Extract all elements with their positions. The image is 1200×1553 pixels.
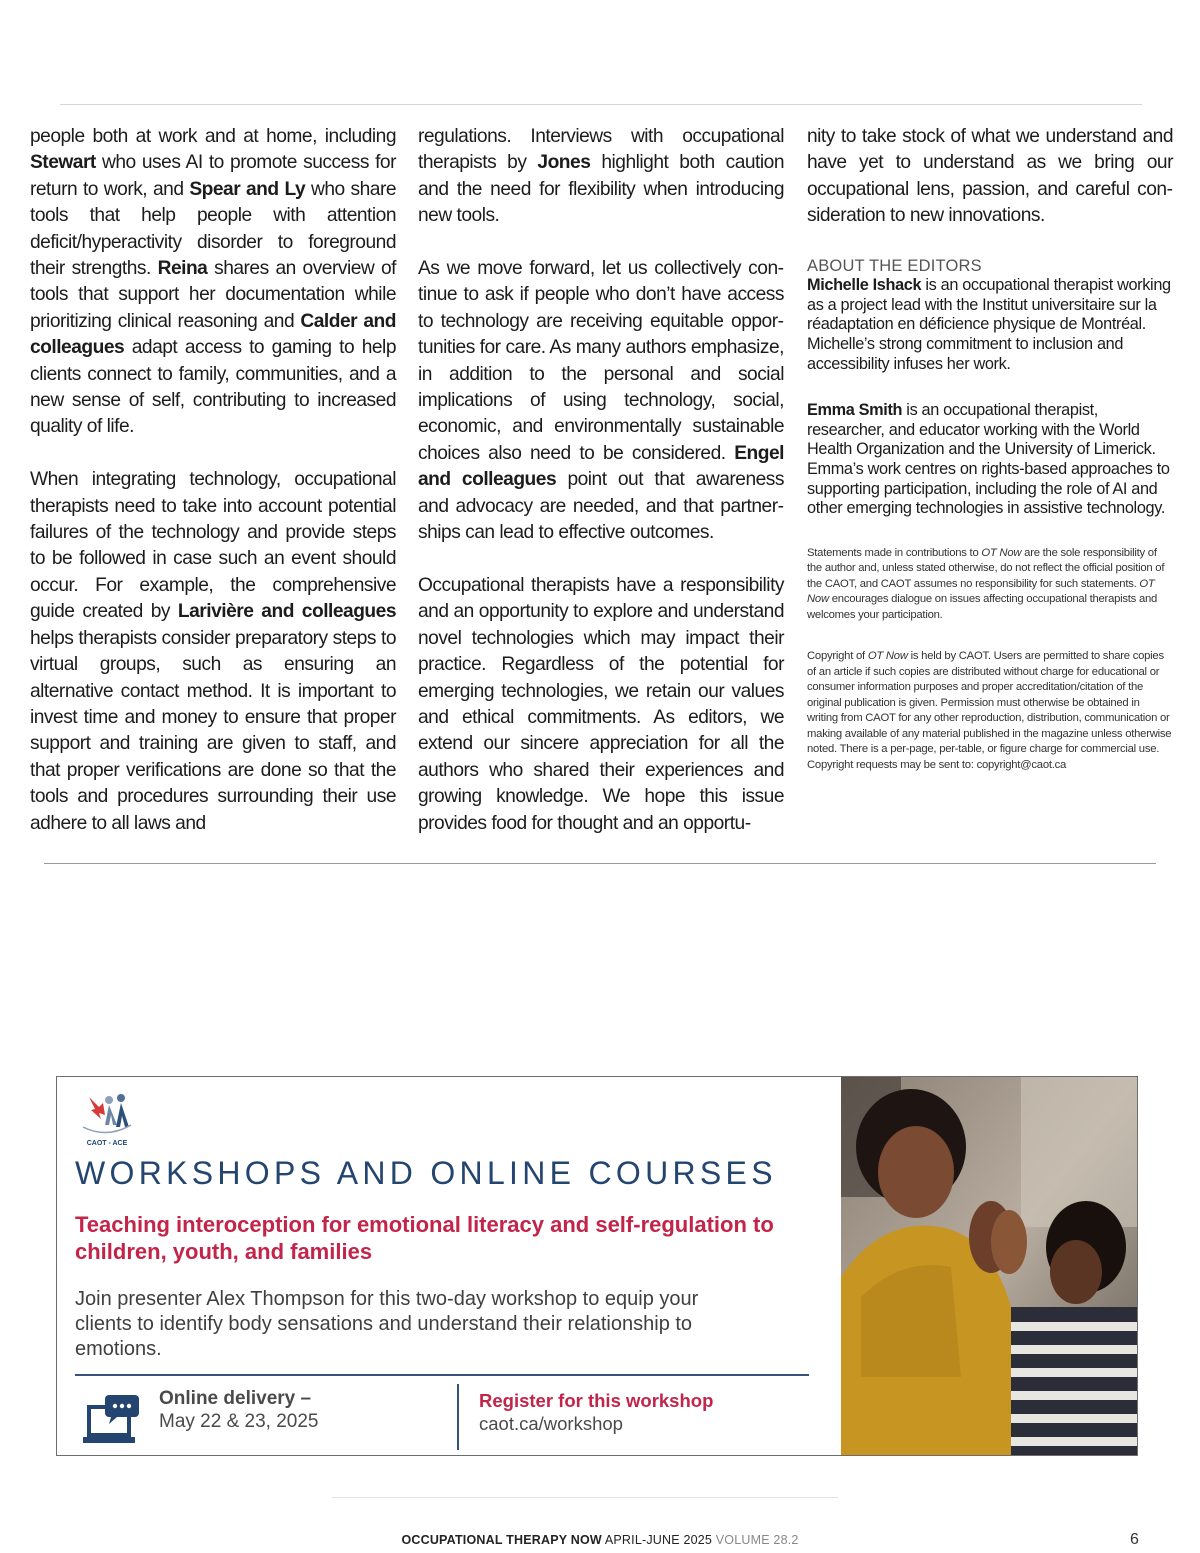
ad-heading: WORKSHOPS AND ONLINE COURSES: [75, 1155, 777, 1191]
ad-photo-striped-shirt: [1011, 1307, 1138, 1456]
ad-photo-high-five: [841, 1077, 1138, 1456]
caot-logo-text: CAOT - ACE: [86, 1140, 128, 1147]
paragraph: Michelle Ishack is an occupational therapist working as a project lead with the Institut universitaire sur la réadaptation en déficience physique de Montréal. Michelle’s strong commitment to inclusion and accessibility infuses her work.: [807, 276, 1171, 373]
laptop-chat-icon: [83, 1393, 143, 1447]
about-editors-heading: ABOUT THE EDITORS: [807, 257, 982, 276]
paragraph: As we move forward, let us collectively continue to ask if people who don’t have access to technology are receiving equitable opportunities for care. As many authors emphasize, in addition to the personal and social implications of using technology, social, economic, and environmentally sustainable choices also need to be considered. Engel and colleagues point out that awareness and advocacy are needed, and that partnerships can lead to effective outcomes.: [418, 258, 784, 544]
workshop-advertisement[interactable]: [56, 1076, 1138, 1456]
caot-logo: [79, 1089, 135, 1151]
register-link-label[interactable]: Register for this workshop: [479, 1390, 714, 1411]
article-column-1: [30, 124, 396, 863]
ad-divider: [75, 1374, 809, 1376]
footer-rule: [332, 1497, 838, 1498]
footer-volume: VOLUME 28.2: [715, 1533, 799, 1547]
paragraph: Occupational therapists have a responsibility and an opportunity to explore and understand novel technologies which may impact their practice. Regardless of the potential for emerging technologies, we retain our values and ethical commitments. As editors, we extend our sincere appreciation for all the authors who shared their experiences and growing knowledge. We hope this issue provides food for thought and an opportu-: [418, 574, 784, 834]
register-link-url[interactable]: caot.ca/workshop: [479, 1413, 623, 1434]
delivery-label: Online delivery –: [159, 1388, 312, 1409]
delivery-date: May 22 & 23, 2025: [159, 1411, 319, 1432]
article-column-2: [418, 124, 784, 863]
ad-vertical-divider: [457, 1384, 459, 1450]
paragraph: regulations. Interviews with occupational therapists by Jones highlight both caution and the need for flexibility when introducing new tools.: [418, 126, 784, 227]
paragraph: Statements made in contributions to OT Now are the sole responsibility of the author and, unless stated otherwise, do not reflect the official position of the CAOT, and CAOT assumes no responsibility for such statements. OT Now encourages dialogue on issues affecting occupational therapists and welcomes your participation.: [807, 546, 1165, 621]
paragraph: Copyright of OT Now is held by CAOT. Users are permitted to share copies of an article if such copies are distributed without charge for educational or consumer information purposes and proper accreditation/citation of the original publication is given. Permission must otherwise be obtained in writing from CAOT for any other reproduction, distribution, communication or making available of any material published in the magazine unless otherwise noted. There is a per-page, per-table, or figure charge for commercial use. Copyright requests may be sent to: copyright@caot.ca: [807, 650, 1172, 771]
article-column-3-text: [807, 124, 1173, 230]
page-footer: [0, 1533, 1200, 1547]
footer-issue: APRIL-JUNE 2025: [604, 1533, 713, 1547]
paragraph: people both at work and at home, including Stewart who uses AI to promote success for return to work, and Spear and Ly who share tools that help people with attention deficit/hyperactivity disorder to foreground their strengths. Reina shares an overview of tools that support her documentation while prioritizing clinical reasoning and Calder and colleagues adapt access to gaming to help clients connect to family, communities, and a new sense of self, contributing to increased quality of life.: [30, 126, 397, 438]
top-rule: [60, 104, 1142, 105]
ad-description: Join presenter Alex Thompson for this two-day workshop to equip your clients to identify body sensations and understand their relationship to emotions.: [75, 1288, 699, 1360]
page-number: 6: [1130, 1531, 1139, 1548]
editor-bios: [807, 276, 1173, 519]
ad-subheading: Teaching interoception for emotional literacy and self-regulation to children, youth, and families: [75, 1212, 774, 1264]
article-column-3: [807, 124, 1173, 800]
paragraph: nity to take stock of what we understand and have yet to understand as we bring our occupational lens, passion, and careful consideration to new innovations.: [807, 126, 1173, 227]
footer-publication: OCCUPATIONAL THERAPY NOW: [401, 1533, 602, 1547]
paragraph: Emma Smith is an occupational therapist, researcher, and educator working with the World Health Organization and the University of Limerick. Emma’s work centres on rights-based approaches to supporting participation, including the role of AI and other emerging technologies in assistive technology.: [807, 400, 1170, 518]
disclaimer-fine-print: [807, 546, 1173, 774]
paragraph: When integrating technology, occupational therapists need to take into account potential failures of the technology and provide steps to be followed in case such an event should occur. For example, the comprehensive guide created by Larivière and colleagues helps therapists consider preparatory steps to virtual groups, such as ensuring an alternative contact method. It is important to invest time and money to ensure that proper support and training are given to staff, and that proper verifications are done so that the tools and procedures surrounding their use adhere to all laws and: [30, 469, 396, 834]
